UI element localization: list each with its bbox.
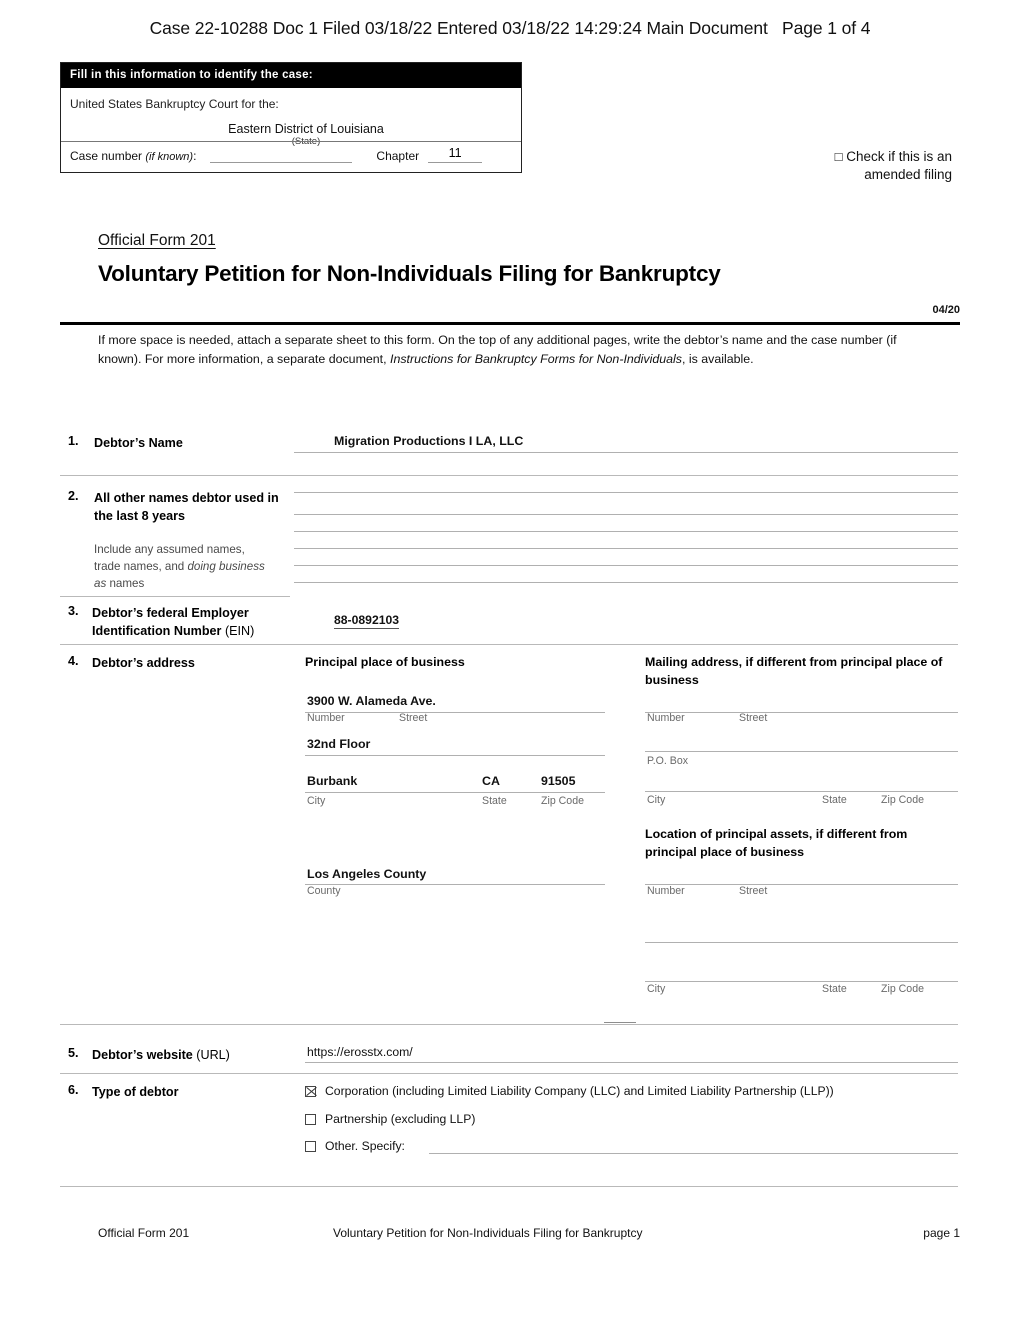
- corporation-checkbox-checked-icon[interactable]: [305, 1086, 316, 1097]
- case-box-divider: [61, 141, 521, 142]
- form-revision-date: 04/20: [932, 304, 960, 316]
- amended-filing-option[interactable]: [700, 148, 952, 184]
- ein-value[interactable]: 88-0892103: [334, 613, 400, 627]
- case-number-row: [70, 146, 512, 163]
- item-4-label: Debtor’s address: [92, 656, 195, 670]
- item-2-help-text: [94, 541, 274, 592]
- principal-street-line: [305, 712, 605, 713]
- debtor-type-option-partnership[interactable]: [305, 1112, 955, 1126]
- item-2-help-part2: names: [106, 577, 145, 591]
- principal-county-caption: County: [307, 885, 341, 897]
- item-6-label: Type of debtor: [92, 1085, 179, 1099]
- amended-filing-checkbox[interactable]: □: [834, 149, 843, 164]
- other-checkbox-icon[interactable]: [305, 1141, 316, 1152]
- principal-zip-caption: Zip Code: [541, 795, 584, 807]
- assets-line2-line: [645, 942, 958, 943]
- assets-state-caption: State: [822, 983, 847, 995]
- district-value: Eastern District of Louisiana: [228, 122, 384, 136]
- principal-zip-value[interactable]: 91505: [541, 774, 576, 788]
- item-4-divider-segment: [604, 1022, 636, 1023]
- item-3-label: Debtor’s federal Employer Identification Number (EIN): [92, 606, 255, 639]
- debtor-name-value[interactable]: Migration Productions I LA, LLC: [334, 434, 524, 448]
- footer-page-number: page 1: [923, 1226, 960, 1240]
- ecf-case-header: Case 22-10288 Doc 1 Filed 03/18/22 Entered 03/18/22 14:29:24 Main Document Page 1 of 4: [149, 18, 871, 38]
- other-name-line-6[interactable]: [294, 582, 958, 583]
- principal-street-caption: Street: [399, 712, 428, 724]
- debtor-type-option-corporation[interactable]: [305, 1084, 955, 1098]
- principal-state-caption: State: [482, 795, 507, 807]
- item-5-number: 5.: [68, 1046, 79, 1060]
- amended-filing-label-line2: amended filing: [864, 167, 952, 183]
- official-form-number: Official Form 201: [98, 232, 216, 249]
- amended-filing-label-line1: Check if this is an: [846, 149, 952, 164]
- corporation-option-label: Corporation (including Limited Liability Company (LLC) and Limited Liability Partnership (LLP)): [325, 1084, 834, 1098]
- case-box-title: Fill in this information to identify the case:: [61, 63, 521, 88]
- assets-number-caption: Number: [647, 885, 685, 897]
- partnership-option-label: Partnership (excluding LLP): [325, 1112, 476, 1126]
- assets-street-caption: Street: [739, 885, 768, 897]
- other-name-line-2[interactable]: [294, 514, 958, 515]
- principal-county-value[interactable]: Los Angeles County: [307, 867, 427, 881]
- principal-state-value[interactable]: CA: [482, 774, 500, 788]
- footer-form-number: Official Form 201: [98, 1226, 190, 1240]
- principal-city-caption: City: [307, 795, 326, 807]
- principal-city-value[interactable]: Burbank: [307, 774, 358, 788]
- other-name-line-5[interactable]: [294, 565, 958, 566]
- case-number-input[interactable]: [210, 148, 352, 163]
- website-value[interactable]: https://erosstx.com/: [307, 1045, 413, 1059]
- debtor-type-option-other[interactable]: [305, 1139, 955, 1153]
- debtor-name-line: [294, 452, 958, 453]
- website-line: [305, 1062, 958, 1063]
- item-4-number: 4.: [68, 654, 79, 668]
- item-2-number: 2.: [68, 489, 79, 503]
- item-6-number: 6.: [68, 1083, 79, 1097]
- mailing-number-caption: Number: [647, 712, 685, 724]
- instructions-part1: If more space is needed, attach a separate sheet to this form. On the top of any additional pages, write the debtor’s name and the case number (if known). For more information, a separate document,: [98, 333, 897, 366]
- page-title: Voluntary Petition for Non-Individuals Filing for Bankruptcy: [98, 261, 721, 286]
- item-3-number: 3.: [68, 604, 79, 618]
- assets-city-line: [645, 981, 958, 982]
- mailing-street-line: [645, 712, 958, 713]
- item-6-divider: [60, 1186, 958, 1187]
- case-box-body: [61, 88, 521, 172]
- item-2-help-part1: Include any assumed names, trade names, and: [94, 543, 245, 574]
- item-2-help-italic: doing business as: [94, 560, 265, 591]
- instructions-part2: , is available.: [682, 351, 754, 366]
- chapter-input[interactable]: 11: [428, 146, 482, 163]
- instructions-paragraph: [98, 331, 926, 369]
- mailing-zip-caption: Zip Code: [881, 794, 924, 806]
- partnership-checkbox-icon[interactable]: [305, 1114, 316, 1125]
- mailing-state-caption: State: [822, 794, 847, 806]
- principal-street-value[interactable]: 3900 W. Alameda Ave.: [307, 694, 436, 708]
- item-4-divider: [60, 1024, 958, 1025]
- principal-city-line: [305, 792, 605, 793]
- case-identification-box: [60, 62, 522, 173]
- mailing-pobox-caption: P.O. Box: [647, 755, 689, 767]
- principal-line2-value[interactable]: 32nd Floor: [307, 737, 371, 751]
- item-5-divider: [60, 1073, 958, 1074]
- other-option-label: Other. Specify:: [325, 1139, 405, 1153]
- item-2-divider: [60, 596, 290, 597]
- instructions-italic: Instructions for Bankruptcy Forms for Non-Individuals: [390, 351, 682, 366]
- principal-number-caption: Number: [307, 712, 345, 724]
- item-2-label: All other names debtor used in the last 8 years: [94, 491, 279, 524]
- item-1-number: 1.: [68, 434, 79, 448]
- item-1-label: Debtor’s Name: [94, 436, 183, 450]
- principal-county-line: [305, 884, 605, 885]
- court-label: United States Bankruptcy Court for the:: [70, 97, 279, 111]
- case-number-label: Case number (if known):: [70, 149, 197, 163]
- footer-form-title: Voluntary Petition for Non-Individuals Filing for Bankruptcy: [333, 1226, 643, 1240]
- principal-line2-line: [305, 755, 605, 756]
- title-divider: [60, 322, 960, 325]
- other-specify-line[interactable]: [429, 1153, 958, 1154]
- mailing-city-caption: City: [647, 794, 666, 806]
- state-caption: (State): [291, 136, 321, 147]
- item-5-label: Debtor’s website (URL): [92, 1048, 230, 1062]
- assets-zip-caption: Zip Code: [881, 983, 924, 995]
- other-name-line-1[interactable]: [294, 492, 958, 493]
- mailing-address-heading: Mailing address, if different from principal place of business: [645, 655, 943, 687]
- item-3-divider: [60, 644, 958, 645]
- mailing-street-caption: Street: [739, 712, 768, 724]
- assets-city-caption: City: [647, 983, 666, 995]
- other-name-line-3[interactable]: [294, 531, 958, 532]
- assets-street-line: [645, 884, 958, 885]
- mailing-pobox-line: [645, 751, 958, 752]
- principal-assets-heading: Location of principal assets, if different from principal place of business: [645, 827, 908, 859]
- principal-place-heading: Principal place of business: [305, 655, 465, 669]
- chapter-label: Chapter: [376, 149, 420, 163]
- item-1-divider: [60, 475, 958, 476]
- other-name-line-4[interactable]: [294, 548, 958, 549]
- mailing-city-line: [645, 791, 958, 792]
